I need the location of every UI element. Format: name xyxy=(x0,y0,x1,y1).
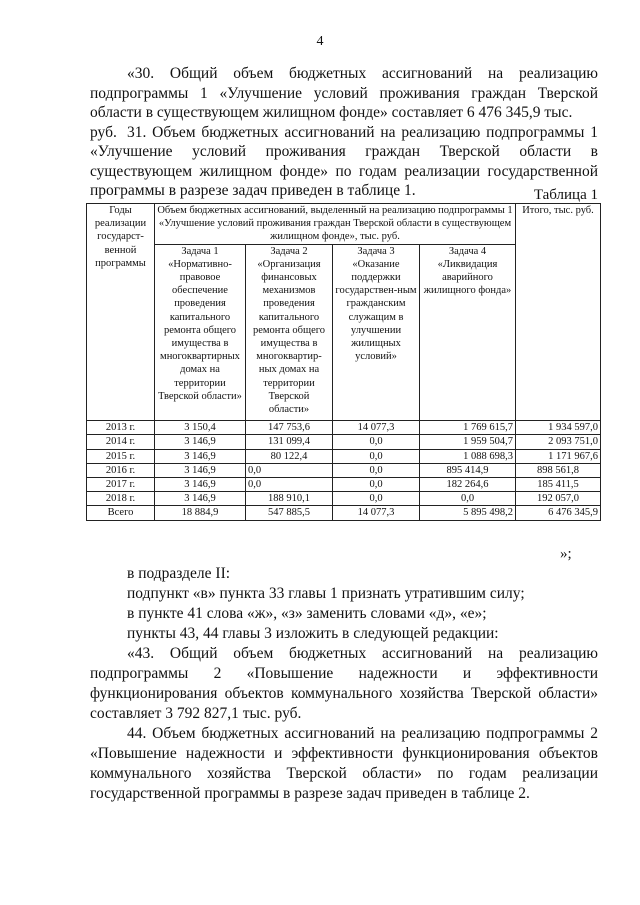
cell-year: 2018 г. xyxy=(87,492,155,506)
header-task-4: Задача 4 «Ликвидация аварийного жилищного фонда» xyxy=(420,244,516,421)
table-header-row xyxy=(87,204,601,245)
paragraph-44-line-2: «Повышение надежности и эффективности функционирования объектов xyxy=(90,745,598,762)
closing-quote-mark: »; xyxy=(560,546,572,562)
cell-year: 2016 г. xyxy=(87,463,155,477)
paragraph-44-line-4: государственной программы в разрезе задач приведен в таблице 2. xyxy=(90,785,530,802)
cell-task-3: 0,0 xyxy=(333,463,420,477)
cell-year: Всего xyxy=(87,506,155,520)
paragraph-30-line-2: подпрограммы 1 «Улучшение условий проживания граждан Тверской xyxy=(90,84,598,102)
cell-task-3: 0,0 xyxy=(333,492,420,506)
cell-task-1: 3 150,4 xyxy=(155,421,246,435)
cell-year: 2013 г. xyxy=(87,421,155,435)
amendment-line-2: подпункт «в» пункта 33 главы 1 признать утратившим силу; xyxy=(127,585,525,602)
cell-task-3: 14 077,3 xyxy=(333,421,420,435)
cell-year: 2015 г. xyxy=(87,449,155,463)
cell-task-4: 895 414,9 xyxy=(420,463,516,477)
header-allocation-group: Объем бюджетных ассигнований, выделенный на реализацию подпрограммы 1 «Улучшение условий проживания граждан Тверской области в существующем жилищном фонде», тыс. руб. xyxy=(155,204,516,245)
cell-task-3: 0,0 xyxy=(333,435,420,449)
amendment-line-4: пункты 43, 44 главы 3 изложить в следующей редакции: xyxy=(127,625,499,642)
cell-year: 2014 г. xyxy=(87,435,155,449)
table-row xyxy=(87,492,601,506)
cell-task-1: 3 146,9 xyxy=(155,449,246,463)
paragraph-44-line-1: 44. Объем бюджетных ассигнований на реализацию подпрограммы 2 xyxy=(127,725,598,742)
paragraph-31-line-3: существующем жилищном фонде» по годам реализации государственной xyxy=(90,162,598,180)
cell-task-3: 14 077,3 xyxy=(333,506,420,520)
cell-total: 185 411,5 xyxy=(516,478,601,492)
cell-task-2: 0,0 xyxy=(246,463,333,477)
cell-task-2: 131 099,4 xyxy=(246,435,333,449)
table-row xyxy=(87,435,601,449)
header-total: Итого, тыс. руб. xyxy=(516,204,601,421)
paragraph-30-line-1: «30. Общий объем бюджетных ассигнований на реализацию xyxy=(127,65,598,82)
paragraph-31-line-1: 31. Объем бюджетных ассигнований на реализацию подпрограммы 1 xyxy=(127,123,598,141)
header-task-3: Задача 3 «Оказание поддержки государствен-ным гражданским служащим в улучшении жилищных условий» xyxy=(333,244,420,421)
paragraph-43-line-4: составляет 3 792 827,1 тыс. руб. xyxy=(90,705,302,722)
cell-task-1: 3 146,9 xyxy=(155,463,246,477)
table-caption: Таблица 1 xyxy=(533,187,598,203)
cell-task-2: 80 122,4 xyxy=(246,449,333,463)
header-task-2: Задача 2 «Организация финансовых механизмов проведения капитального ремонта общего имущества в многоквартир-ных домах на территории Тверской области» xyxy=(246,244,333,421)
table-row xyxy=(87,478,601,492)
cell-task-4: 1 088 698,3 xyxy=(420,449,516,463)
cell-task-1: 3 146,9 xyxy=(155,435,246,449)
cell-task-4: 182 264,6 xyxy=(420,478,516,492)
cell-year: 2017 г. xyxy=(87,478,155,492)
page-number: 4 xyxy=(316,34,324,49)
cell-task-2: 547 885,5 xyxy=(246,506,333,520)
cell-total: 192 057,0 xyxy=(516,492,601,506)
cell-task-3: 0,0 xyxy=(333,478,420,492)
cell-total: 6 476 345,9 xyxy=(516,506,601,520)
cell-total: 898 561,8 xyxy=(516,463,601,477)
cell-task-4: 0,0 xyxy=(420,492,516,506)
paragraph-43-line-3: функционирования объектов коммунального хозяйства Тверской области» xyxy=(90,685,598,702)
table-row xyxy=(87,463,601,477)
cell-task-4: 1 959 504,7 xyxy=(420,435,516,449)
paragraph-31-line-4: программы в разрезе задач приведен в таблице 1. xyxy=(90,182,416,199)
budget-table xyxy=(86,203,601,521)
header-years: Годы реализации государст-венной программы xyxy=(87,204,155,421)
cell-total: 1 171 967,6 xyxy=(516,449,601,463)
table-row xyxy=(87,421,601,435)
cell-task-3: 0,0 xyxy=(333,449,420,463)
cell-task-4: 5 895 498,2 xyxy=(420,506,516,520)
paragraph-43-line-1: «43. Общий объем бюджетных ассигнований на реализацию xyxy=(127,645,598,662)
header-task-1: Задача 1 «Нормативно-правовое обеспечение проведения капитального ремонта общего имущества в многоквартирных домах на территории Тверской области» xyxy=(155,244,246,421)
amendment-line-3: в пункте 41 слова «ж», «з» заменить словами «д», «е»; xyxy=(127,605,487,622)
cell-task-2: 188 910,1 xyxy=(246,492,333,506)
cell-task-1: 18 884,9 xyxy=(155,506,246,520)
paragraph-30-line-3: области в существующем жилищном фонде» составляет 6 476 345,9 тыс. руб. xyxy=(90,104,573,141)
cell-task-1: 3 146,9 xyxy=(155,492,246,506)
cell-task-2: 0,0 xyxy=(246,478,333,492)
cell-task-1: 3 146,9 xyxy=(155,478,246,492)
amendment-line-1: в подразделе II: xyxy=(127,565,231,582)
cell-total: 1 934 597,0 xyxy=(516,421,601,435)
paragraph-44-line-3: коммунального хозяйства Тверской области» по годам реализации xyxy=(90,765,598,782)
paragraph-43-line-2: подпрограммы 2 «Повышение надежности и эффективности xyxy=(90,665,598,682)
table-row xyxy=(87,449,601,463)
cell-task-2: 147 753,6 xyxy=(246,421,333,435)
cell-task-4: 1 769 615,7 xyxy=(420,421,516,435)
cell-total: 2 093 751,0 xyxy=(516,435,601,449)
table-total-row xyxy=(87,506,601,520)
paragraph-31-line-2: «Улучшение условий проживания граждан Тверской области в xyxy=(90,143,598,160)
